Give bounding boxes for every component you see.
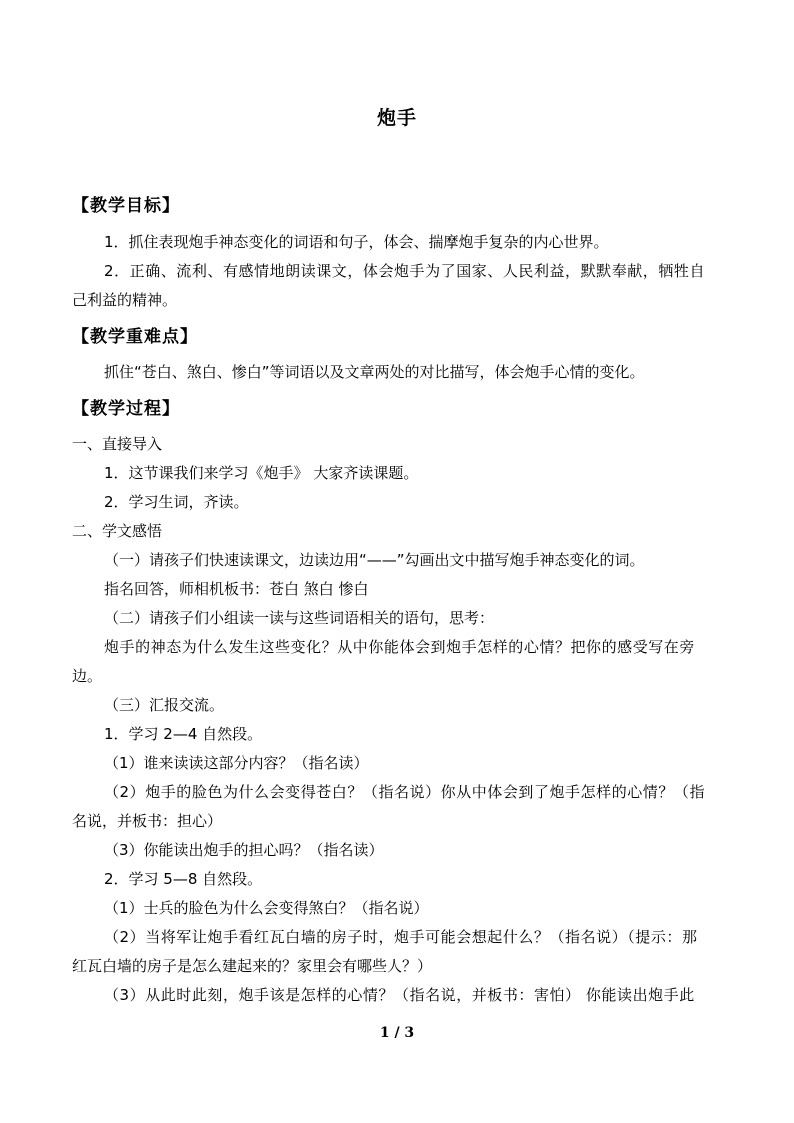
- part-1-item-1: 1．这节课我们来学习《炮手》 大家齐读课题。: [104, 464, 419, 482]
- step-2: （二）请孩子们小组读一读与这些词语相关的语句，思考：: [104, 609, 495, 627]
- part-1-item-2: 2．学习生词，齐读。: [104, 493, 249, 511]
- step-1-answer: 指名回答，师相机板书：苍白 煞白 惨白: [104, 580, 369, 598]
- study-2-item-2-cont: 红瓦白墙的房子是怎么建起来的？家里会有哪些人？）: [72, 957, 433, 975]
- study-1-item-2-cont: 名说，并板书：担心）: [72, 812, 223, 830]
- goal-1: 1．抓住表现炮手神态变化的词语和句子，体会、揣摩炮手复杂的内心世界。: [104, 233, 609, 251]
- step-1: （一）请孩子们快速读课文，边读边用“——”勾画出文中描写炮手神态变化的词。: [104, 551, 645, 569]
- step-2-question: 炮手的神态为什么发生这些变化？从中你能体会到炮手怎样的心情？把你的感受写在旁: [104, 638, 695, 656]
- goal-2: 2．正确、流利、有感情地朗读课文，体会炮手为了国家、人民利益，默默奉献，牺牲自: [104, 262, 705, 280]
- step-2-question-cont: 边。: [72, 667, 103, 685]
- page-title: 炮手: [376, 107, 417, 129]
- page-number: 1 / 3: [379, 1025, 415, 1041]
- step-3: （三）汇报交流。: [104, 696, 225, 714]
- study-2: 2．学习 5—8 自然段。: [104, 870, 263, 888]
- process-heading: 【教学过程】: [72, 399, 180, 419]
- study-1-item-3: （3）你能读出炮手的担心吗？（指名读）: [104, 841, 384, 859]
- key-point: 抓住“苍白、煞白、惨白”等词语以及文章两处的对比描写，体会炮手心情的变化。: [104, 363, 645, 381]
- goals-heading: 【教学目标】: [72, 196, 180, 216]
- study-2-item-3: （3）从此时此刻，炮手该是怎样的心情？（指名说，并板书：害怕） 你能读出炮手此: [104, 986, 695, 1004]
- goal-2-cont: 己利益的精神。: [72, 291, 178, 309]
- study-2-item-1: （1）士兵的脸色为什么会变得煞白？（指名说）: [104, 899, 429, 917]
- study-1-item-1: （1）谁来读读这部分内容？（指名读）: [104, 754, 369, 772]
- study-2-item-2: （2）当将军让炮手看红瓦白墙的房子时，炮手可能会想起什么？（指名说）（提示：那: [104, 928, 698, 946]
- study-1-item-2: （2）炮手的脸色为什么会变得苍白？（指名说）你从中体会到了炮手怎样的心情？（指: [104, 783, 705, 801]
- key-heading: 【教学重难点】: [72, 327, 198, 347]
- part-2-heading: 二、学文感悟: [72, 522, 163, 540]
- study-1: 1．学习 2—4 自然段。: [104, 725, 263, 743]
- part-1-heading: 一、直接导入: [72, 435, 163, 453]
